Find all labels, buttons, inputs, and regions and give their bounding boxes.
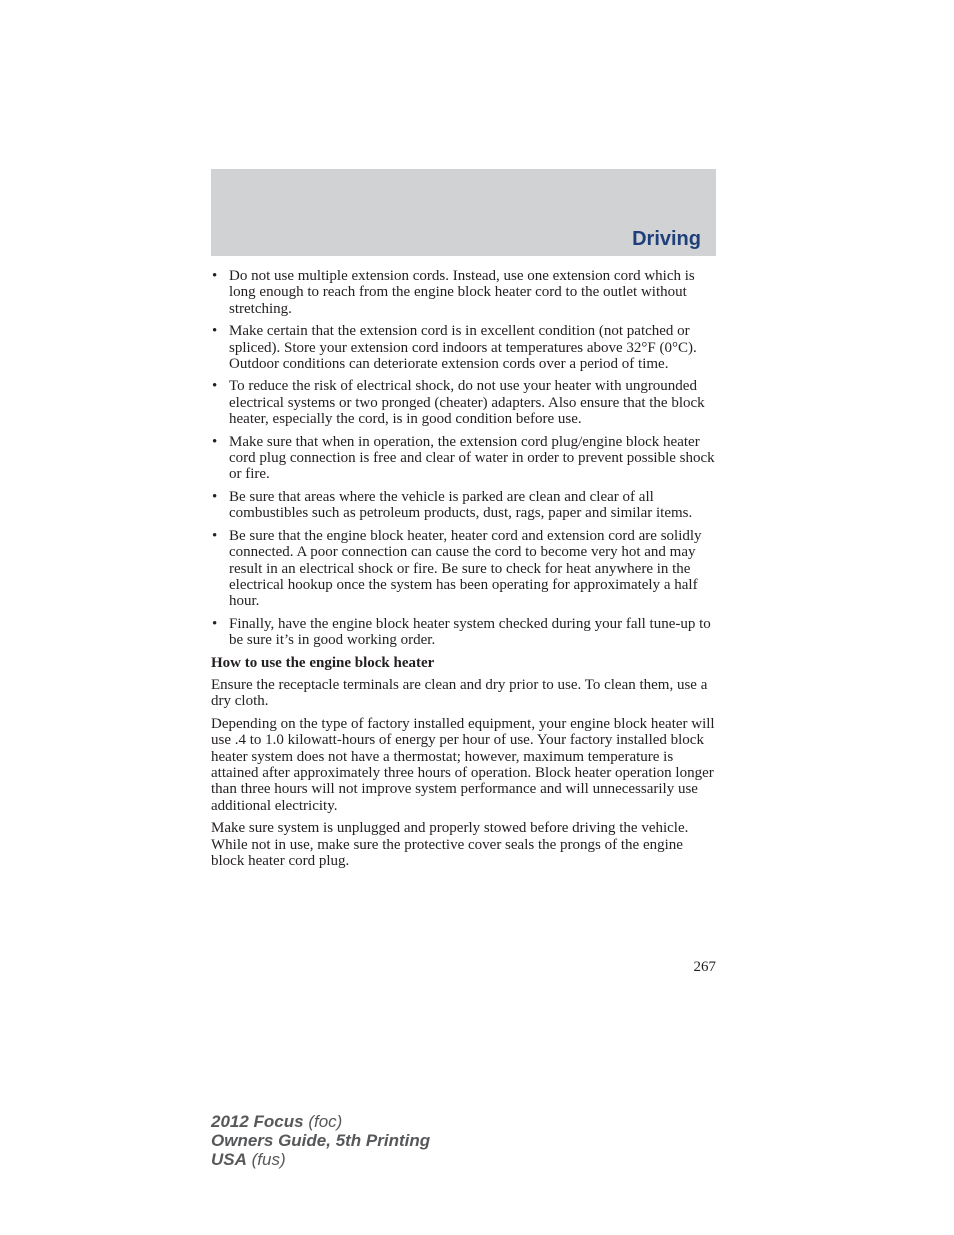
paragraph: Ensure the receptacle terminals are clean and dry prior to use. To clean them, use a dry cloth.	[211, 676, 708, 710]
page-number: 267	[693, 959, 716, 975]
list-item-text: Finally, have the engine block heater system checked during your fall tune-up to be sure it’s in good working order.	[229, 615, 711, 649]
subheading: How to use the engine block heater	[211, 654, 435, 671]
footer-market: USA	[211, 1150, 247, 1169]
bullet-icon: •	[212, 323, 218, 340]
bullet-icon: •	[212, 433, 218, 450]
footer-line-guide: Owners Guide, 5th Printing	[211, 1131, 431, 1150]
footer-line-model	[211, 1112, 430, 1131]
list-item-text: To reduce the risk of electrical shock, do not use your heater with ungrounded electrical systems or two pronged (cheater) adapters. Also ensure that the block heater, especially the cord, is in good condition before use.	[229, 378, 705, 428]
list-item-text: Make certain that the extension cord is in excellent condition (not patched or spliced). Store your extension cord indoors at temperatures above 32°F (0°C). Outdoor conditions can deteriorate extension cords over a period of time.	[229, 323, 697, 373]
paragraph: Make sure system is unplugged and properly stowed before driving the vehicle. While not in use, make sure the protective cover seals the prongs of the engine block heater cord plug.	[211, 820, 689, 869]
footer-model-code: (foc)	[303, 1112, 343, 1131]
bullet-icon: •	[212, 527, 218, 544]
list-item-text: Be sure that the engine block heater, heater cord and extension cord are solidly connected. A poor connection can cause the cord to become very hot and may result in an electrical shock or fire. Be sure to check for heat anywhere in the electrical hookup once the system has been operating for approximately a half hour.	[229, 527, 702, 610]
bullet-icon: •	[212, 488, 218, 505]
list-item	[211, 528, 716, 610]
paragraph: Depending on the type of factory installed equipment, your engine block heater will use .4 to 1.0 kilowatt-hours of energy per hour of use. Your factory installed block heater system does not have a thermostat; however, maximum temperature is attained after approximately three hours of operation. Block heater operation longer than three hours will not improve system performance and will unnecessarily use additional electricity.	[211, 715, 715, 814]
list-item-text: Be sure that areas where the vehicle is parked are clean and clear of all combustibles such as petroleum products, dust, rags, paper and similar items.	[229, 488, 693, 522]
footer-edition-info	[211, 1112, 430, 1169]
bullet-icon: •	[212, 378, 218, 395]
bullet-list	[211, 268, 716, 649]
footer-line-market	[211, 1150, 430, 1169]
footer-model: 2012 Focus	[211, 1112, 304, 1131]
list-item	[211, 434, 716, 483]
footer-market-code: (fus)	[246, 1150, 286, 1169]
list-item	[211, 616, 716, 649]
list-item	[211, 268, 716, 317]
list-item	[211, 378, 716, 427]
bullet-icon: •	[212, 615, 218, 632]
list-item	[211, 489, 716, 522]
list-item-text: Make sure that when in operation, the extension cord plug/engine block heater cord plug connection is free and clear of water in order to prevent possible shock or fire.	[229, 433, 715, 483]
list-item	[211, 323, 716, 372]
bullet-icon: •	[212, 268, 218, 284]
section-header-band	[211, 169, 716, 256]
page-content	[211, 268, 716, 875]
list-item-text: Do not use multiple extension cords. Instead, use one extension cord which is long enough to reach from the engine block heater cord to the outlet without stretching.	[229, 268, 695, 317]
section-title: Driving	[632, 228, 701, 250]
